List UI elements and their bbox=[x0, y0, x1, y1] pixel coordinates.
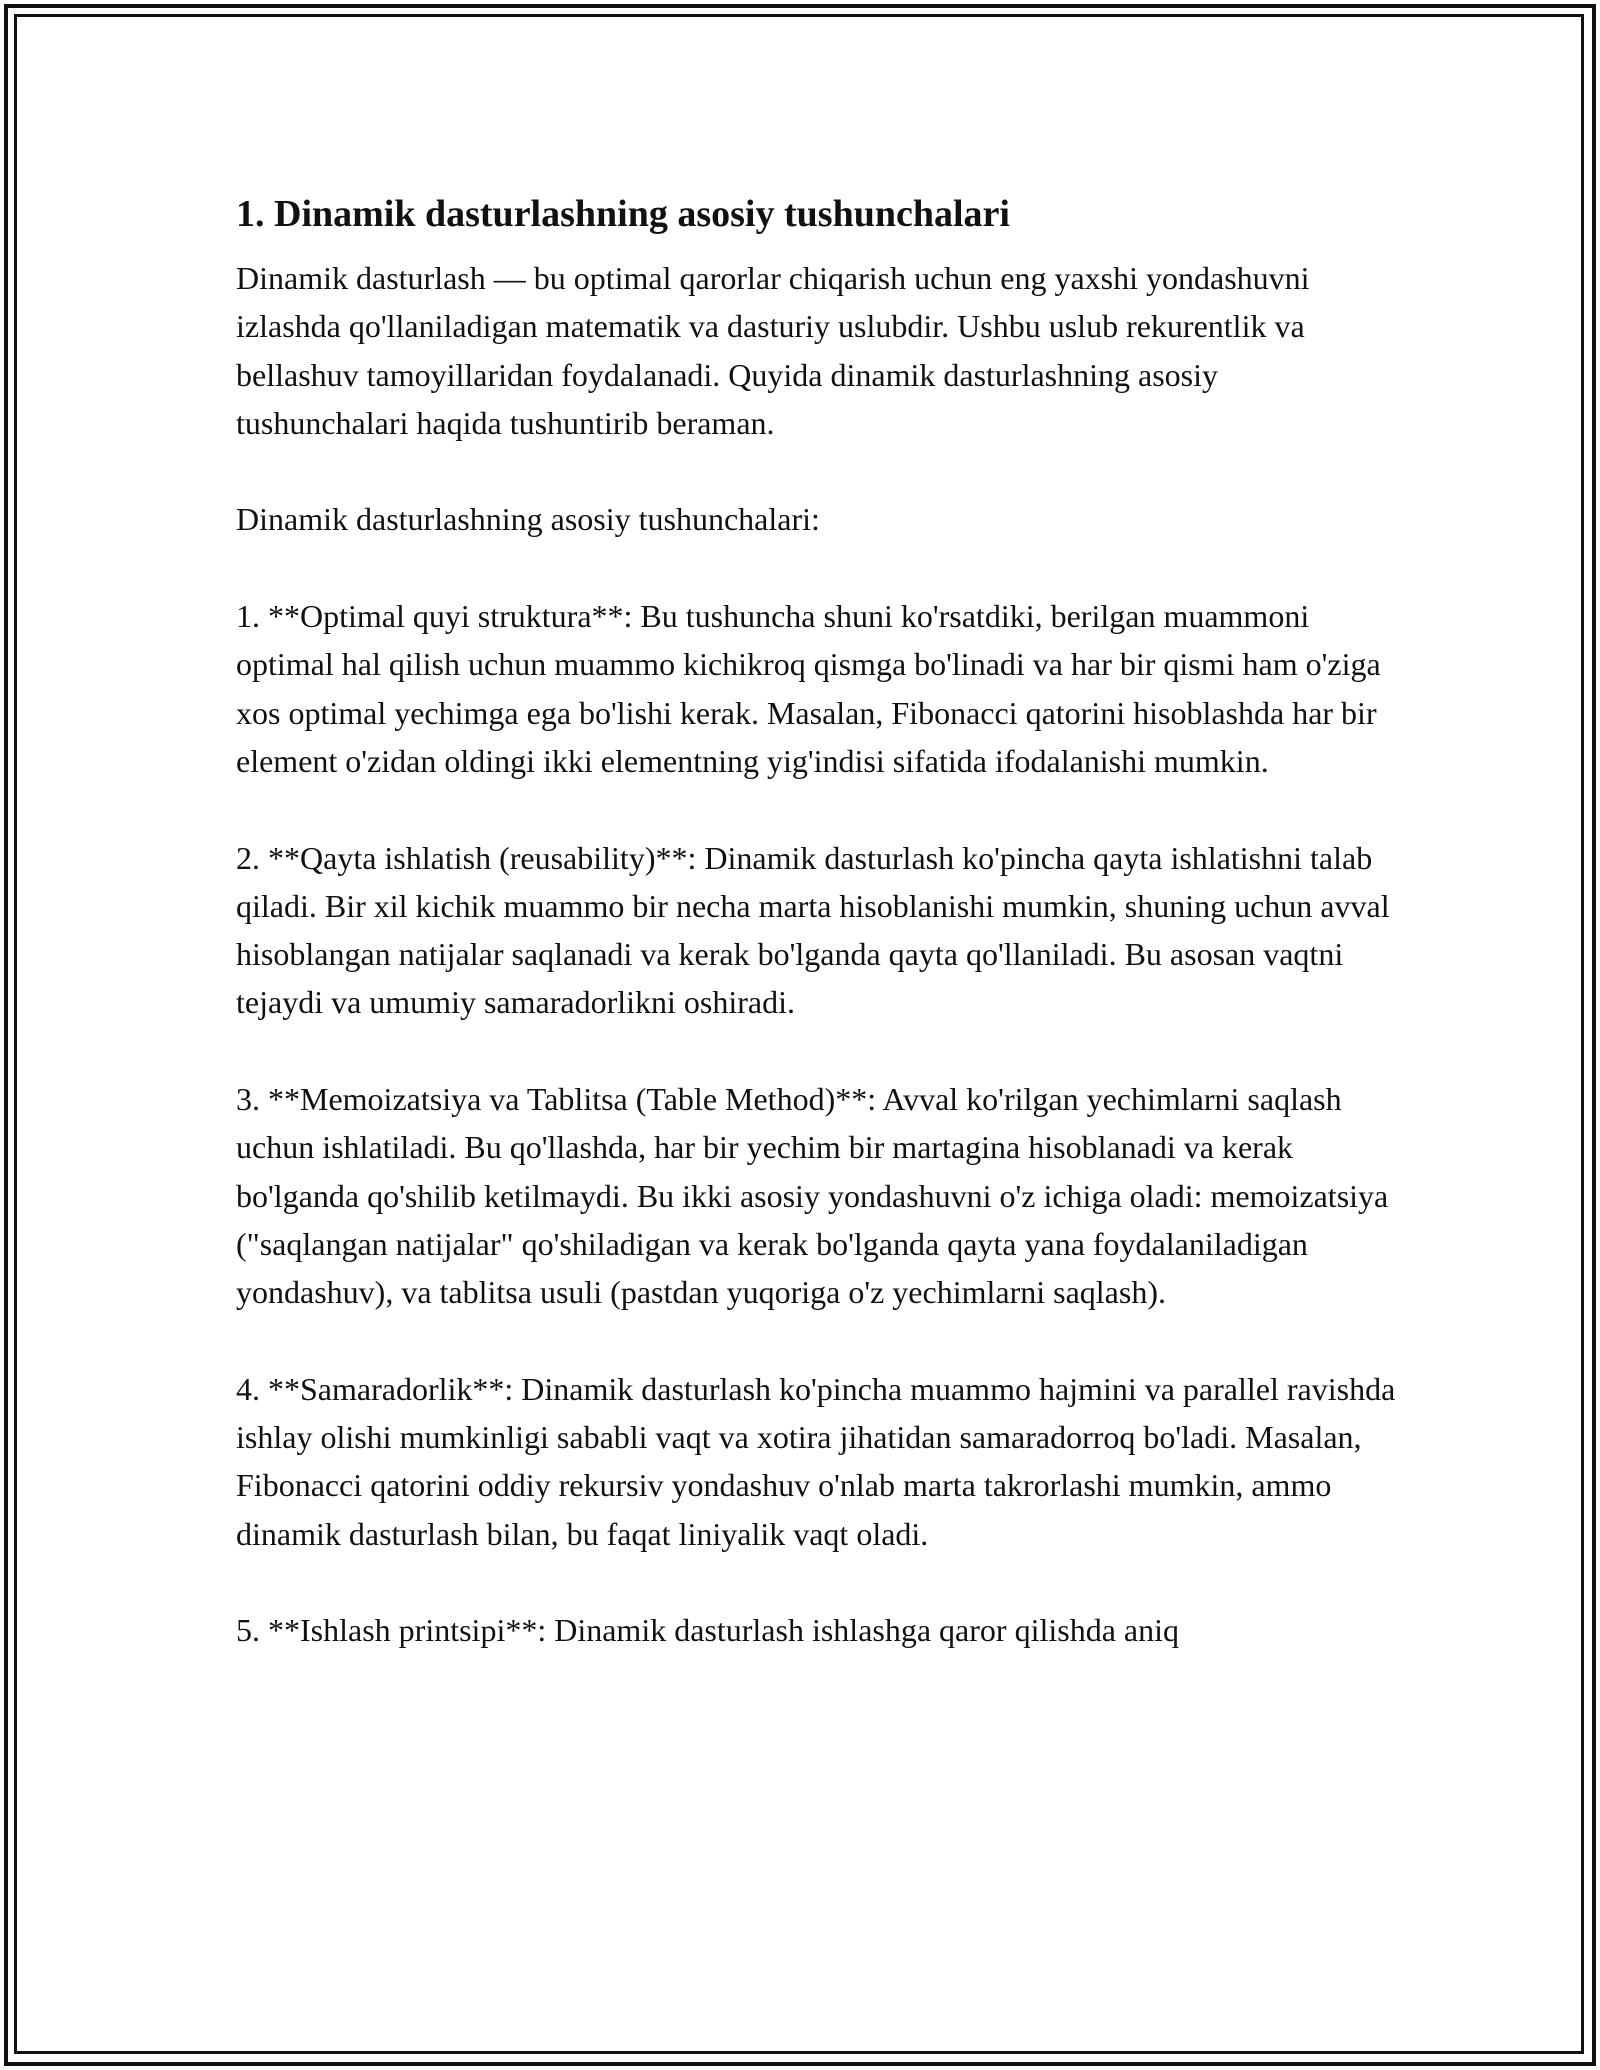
concept-2-paragraph: 2. **Qayta ishlatish (reusability)**: Dinamik dasturlash ko'pincha qayta ishlatishni talab qiladi. Bir xil kichik muammo bir necha marta hisoblanishi mumkin, shuning uchun avval hisoblangan natijalar saqlanadi va kerak bo'lganda qayta qo'llaniladi. Bu asosan vaqtni tejaydi va umumiy samaradorlikni oshiradi. bbox=[236, 839, 1390, 1021]
concepts-heading-paragraph: Dinamik dasturlashning asosiy tushunchalari: bbox=[236, 501, 820, 538]
document-title: 1. Dinamik dasturlashning asosiy tushunchalari bbox=[236, 193, 1010, 235]
concept-1-paragraph: 1. **Optimal quyi struktura**: Bu tushuncha shuni ko'rsatdiki, berilgan muammoni optimal hal qilish uchun muammo kichikroq qismga bo'linadi va har bir qismi ham o'ziga xos optimal yechimga ega bo'lishi kerak. Masalan, Fibonacci qatorini hisoblashda har bir element o'zidan oldingi ikki elementning yig'indisi sifatida ifodalanishi mumkin. bbox=[236, 598, 1381, 779]
concept-4-paragraph: 4. **Samaradorlik**: Dinamik dasturlash ko'pincha muammo hajmini va parallel ravishda ishlay olishi mumkinligi sababli vaqt va xotira jihatidan samaradorroq bo'ladi. Masalan, Fibonacci qatorini oddiy rekursiv yondashuv o'nlab marta takrorlashi mumkin, ammo dinamik dasturlash bilan, bu faqat liniyalik vaqt oladi. bbox=[236, 1370, 1396, 1552]
document-body bbox=[236, 186, 1396, 1703]
concept-5-paragraph: 5. **Ishlash printsipi**: Dinamik dasturlash ishlashga qaror qilishda aniq bbox=[236, 1612, 1179, 1649]
concept-3-paragraph: 3. **Memoizatsiya va Tablitsa (Table Method)**: Avval ko'rilgan yechimlarni saqlash uchun ishlatiladi. Bu qo'llashda, har bir yechim bir martagina hisoblanadi va kerak bo'lganda qo'shilib ketilmaydi. Bu ikki asosiy yondashuvni o'z ichiga oladi: memoizatsiya ("saqlangan natijalar" qo'shiladigan va kerak bo'lganda qayta yana foydalaniladigan yondashuv), va tablitsa usuli (pastdan yuqoriga o'z yechimlarni saqlash). bbox=[236, 1081, 1389, 1311]
intro-paragraph: Dinamik dasturlash — bu optimal qarorlar chiqarish uchun eng yaxshi yondashuvni izlashda qo'llaniladigan matematik va dasturiy uslubdir. Ushbu uslub rekurentlik va bellashuv tamoyillaridan foydalanadi. Quyida dinamik dasturlashning asosiy tushunchalari haqida tushuntirib beraman. bbox=[236, 260, 1310, 441]
